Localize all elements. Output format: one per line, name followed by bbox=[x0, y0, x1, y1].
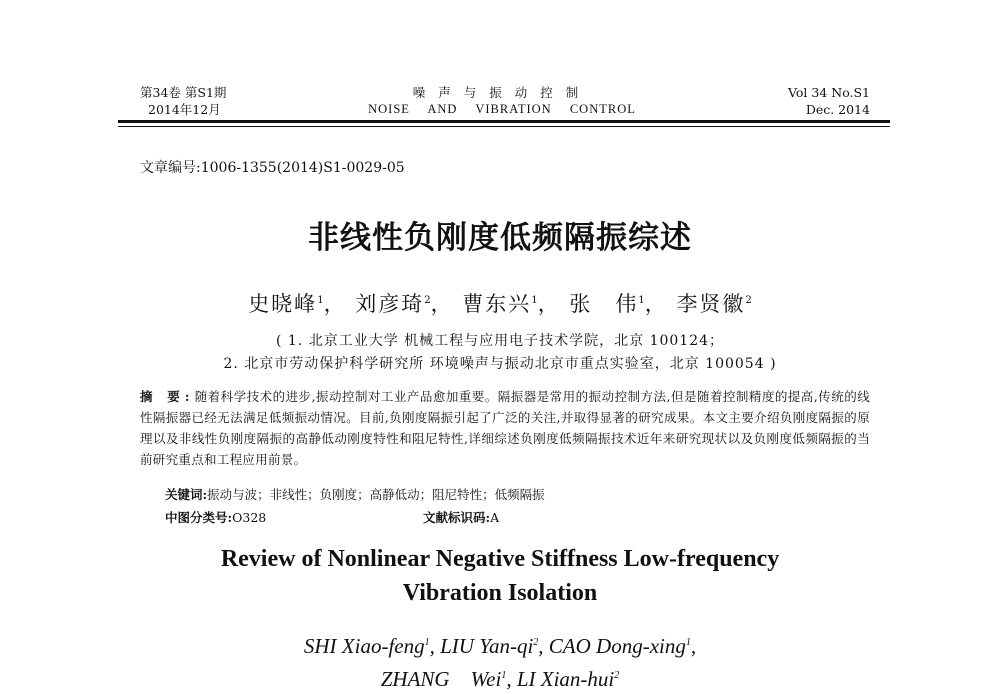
article-number: 文章编号:1006-1355(2014)S1-0029-05 bbox=[140, 160, 405, 176]
author-cn: 张 伟$^1$， bbox=[569, 292, 668, 316]
classification-number bbox=[165, 508, 266, 526]
author-cn: 李贤徽$^2$ bbox=[676, 292, 752, 316]
classification-value: O328 bbox=[232, 510, 267, 525]
title-en bbox=[0, 542, 1000, 610]
abstract-text: 随着科学技术的进步,振动控制对工业产品愈加重要。隔振器是常用的振动控制方法,但是随着控制精度的提高,传统的线性隔振器已经无法满足低频振动情况。目前,负刚度隔振引起了广泛的关注,并取得显著的研究成果。本文主要介绍负刚度隔振的原理以及非线性负刚度隔振的高静低动刚度特性和阻尼特性,详细综述负刚度低频隔振技术近年来研究现状以及负刚度低频隔振的当前研究重点和工程应用前景。 bbox=[140, 389, 870, 467]
date-line-en: Dec. 2014 bbox=[805, 102, 870, 117]
authors-en-line-1 bbox=[0, 628, 1000, 661]
author-cn: 史晓峰$^1$， bbox=[248, 292, 347, 316]
keywords-text: 振动与波；非线性；负刚度；高静低动；阻尼特性；低频隔振 bbox=[207, 487, 545, 502]
title-en-line-1: Review of Nonlinear Negative Stiffness Low-frequency bbox=[220, 546, 780, 572]
header-rule-thick bbox=[118, 120, 890, 123]
date-line-cn: 2014年12月 bbox=[148, 102, 221, 117]
author-en: ZHANG Wei$^1$, bbox=[380, 667, 517, 691]
volume-line-en: Vol 34 No.S1 bbox=[788, 85, 870, 100]
document-code bbox=[423, 508, 499, 526]
journal-name-cn: 噪声与振动控制 bbox=[412, 85, 592, 100]
journal-name bbox=[352, 84, 652, 118]
header-rule-thin bbox=[118, 126, 890, 127]
title-en-line-2: Vibration Isolation bbox=[402, 580, 598, 606]
journal-name-en: NOISE AND VIBRATION CONTROL bbox=[368, 102, 636, 116]
abstract bbox=[140, 386, 870, 470]
classification-label: 中图分类号: bbox=[165, 510, 233, 525]
authors-cn bbox=[0, 288, 1000, 318]
author-en: CAO Dong-xing$^1$, bbox=[548, 634, 697, 658]
volume-line: 第34卷 第S1期 bbox=[140, 85, 227, 100]
volume-issue bbox=[140, 84, 226, 118]
title-cn: 非线性负刚度低频隔振综述 bbox=[308, 220, 692, 256]
authors-en-line-2 bbox=[0, 661, 1000, 694]
author-cn: 刘彦琦$^2$， bbox=[355, 292, 454, 316]
author-en: LI Xian-hui$^2$ bbox=[516, 667, 620, 691]
keywords bbox=[165, 485, 545, 503]
affiliation-1: ( 1. 北京工业大学 机械工程与应用电子技术学院，北京 100124； bbox=[275, 333, 725, 349]
authors-en bbox=[0, 628, 1000, 694]
volume-issue-en bbox=[740, 84, 870, 118]
keywords-label: 关键词: bbox=[165, 487, 208, 502]
affiliation-2: 2. 北京市劳动保护科学研究所 环境噪声与振动北京市重点实验室，北京 100054 ) bbox=[223, 356, 777, 372]
document-code-value: A bbox=[490, 510, 500, 525]
author-en: LIU Yan-$qi^2$, bbox=[440, 634, 549, 658]
author-cn: 曹东兴$^1$， bbox=[462, 292, 561, 316]
author-en: SHI Xiao-feng$^1$, bbox=[303, 634, 441, 658]
abstract-label: 摘 要: bbox=[140, 389, 195, 404]
document-code-label: 文献标识码: bbox=[423, 510, 491, 525]
